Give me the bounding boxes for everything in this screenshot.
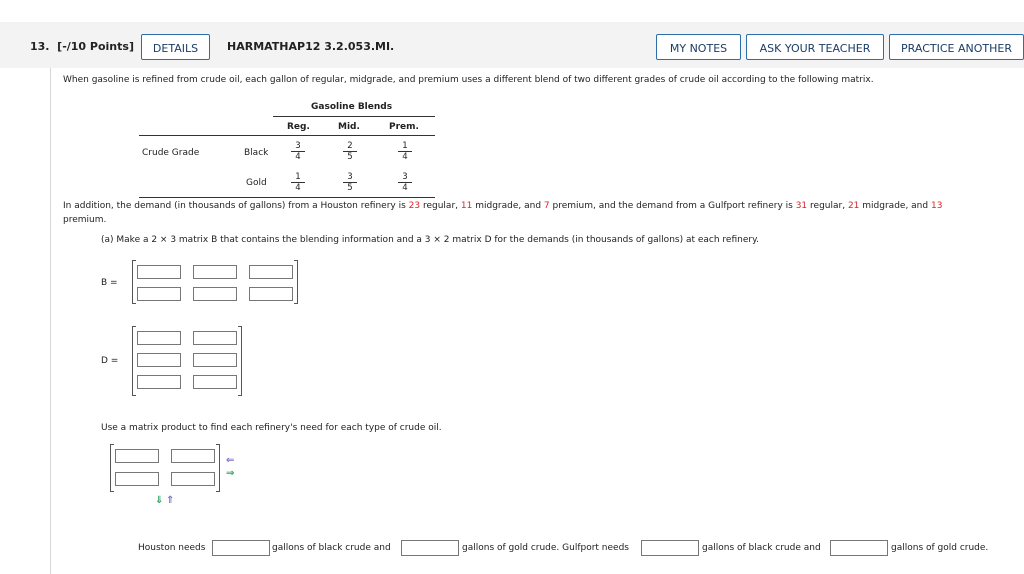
details-button[interactable]: DETAILS xyxy=(141,34,210,60)
matrix-b-cell-2-1[interactable] xyxy=(137,287,181,301)
houston-needs-label: Houston needs xyxy=(138,543,206,553)
matrix-b-cell-1-1[interactable] xyxy=(137,265,181,279)
fraction-cell: $\frac{1}{4}$ xyxy=(398,141,412,162)
product-cell-2-2[interactable] xyxy=(171,472,215,486)
demand-text-end: premium. xyxy=(63,215,107,225)
matrix-d-cell-2-1[interactable] xyxy=(137,353,181,367)
houston-premium-value: 7 xyxy=(543,201,550,211)
table-rule-bottom xyxy=(139,197,435,198)
houston-black-crude-input[interactable] xyxy=(212,540,270,556)
table-rule-top xyxy=(273,116,435,117)
gulfport-regular-value: 31 xyxy=(795,201,808,211)
column-header-prem: Prem. xyxy=(389,122,419,132)
gallons-black-label-1: gallons of black crude and xyxy=(272,543,391,553)
matrix-b-label: B = xyxy=(101,278,118,288)
table-rule-middle xyxy=(139,135,435,136)
add-column-arrow-icon[interactable]: ⇒ xyxy=(226,468,235,479)
matrix-d-cell-1-1[interactable] xyxy=(137,331,181,345)
product-cell-2-1[interactable] xyxy=(115,472,159,486)
remove-row-arrow-icon[interactable]: ⇑ xyxy=(166,495,175,506)
gulfport-black-crude-input[interactable] xyxy=(641,540,699,556)
table-caption: Gasoline Blends xyxy=(311,102,393,112)
product-cell-1-1[interactable] xyxy=(115,449,159,463)
matrix-b-cell-2-3[interactable] xyxy=(249,287,293,301)
gulfport-midgrade-value: 21 xyxy=(847,201,860,211)
row-group-label: Crude Grade xyxy=(142,148,200,158)
matrix-b-cell-1-2[interactable] xyxy=(193,265,237,279)
matrix-b-cell-2-2[interactable] xyxy=(193,287,237,301)
houston-midgrade-value: 11 xyxy=(460,201,473,211)
product-matrix-bracket-right xyxy=(216,444,220,492)
matrix-b-bracket-right xyxy=(294,260,298,304)
gallons-black-label-2: gallons of black crude and xyxy=(702,543,821,553)
matrix-d-cell-2-2[interactable] xyxy=(193,353,237,367)
fraction-cell: $\frac{3}{5}$ xyxy=(343,172,357,193)
remove-column-arrow-icon[interactable]: ⇐ xyxy=(226,455,235,466)
matrix-d-bracket-left xyxy=(132,326,136,396)
matrix-d-cell-1-2[interactable] xyxy=(193,331,237,345)
row-label-gold: Gold xyxy=(246,178,267,188)
fraction-cell: $\frac{3}{4}$ xyxy=(291,141,305,162)
fraction-cell: $\frac{2}{5}$ xyxy=(343,141,357,162)
matrix-d-cell-3-2[interactable] xyxy=(193,375,237,389)
problem-id: HARMATHAP12 3.2.053.MI. xyxy=(227,40,395,53)
ask-your-teacher-button[interactable]: ASK YOUR TEACHER xyxy=(746,34,884,60)
my-notes-button[interactable]: MY NOTES xyxy=(656,34,741,60)
product-cell-1-2[interactable] xyxy=(171,449,215,463)
demand-text: In addition, the demand (in thousands of gallons) from a Houston refinery is 23 regular, 11 midgrade, and 7 premium, and the demand from a Gulfport refinery is 31 regular, 21 midgrade, and 13 xyxy=(63,201,943,211)
matrix-d-cell-3-1[interactable] xyxy=(137,375,181,389)
gallons-gold-label-1: gallons of gold crude. Gulfport needs xyxy=(462,543,629,553)
houston-regular-value: 23 xyxy=(408,201,421,211)
houston-gold-crude-input[interactable] xyxy=(401,540,459,556)
fraction-cell: $\frac{1}{4}$ xyxy=(291,172,305,193)
content-rule xyxy=(50,68,51,574)
question-title: 13. [-/10 Points] xyxy=(30,40,134,53)
matrix-d-bracket-right xyxy=(238,326,242,396)
column-header-reg: Reg. xyxy=(287,122,310,132)
fraction-cell: $\frac{3}{4}$ xyxy=(398,172,412,193)
problem-intro: When gasoline is refined from crude oil, each gallon of regular, midgrade, and premium uses a different blend of two different grades of crude oil according to the following matrix. xyxy=(63,75,874,85)
product-matrix-bracket-left xyxy=(110,444,114,492)
add-row-arrow-icon[interactable]: ⇓ xyxy=(155,495,164,506)
matrix-b-bracket-left xyxy=(132,260,136,304)
part-a-instructions: (a) Make a 2 × 3 matrix B that contains the blending information and a 3 × 2 matrix D for the demands (in thousands of gallons) at each refinery. xyxy=(101,235,759,245)
row-label-black: Black xyxy=(244,148,269,158)
gallons-gold-label-2: gallons of gold crude. xyxy=(891,543,989,553)
column-header-mid: Mid. xyxy=(338,122,360,132)
practice-another-button[interactable]: PRACTICE ANOTHER xyxy=(889,34,1024,60)
product-prompt: Use a matrix product to find each refinery's need for each type of crude oil. xyxy=(101,423,442,433)
gulfport-premium-value: 13 xyxy=(930,201,943,211)
matrix-b-cell-1-3[interactable] xyxy=(249,265,293,279)
matrix-d-label: D = xyxy=(101,356,119,366)
gulfport-gold-crude-input[interactable] xyxy=(830,540,888,556)
